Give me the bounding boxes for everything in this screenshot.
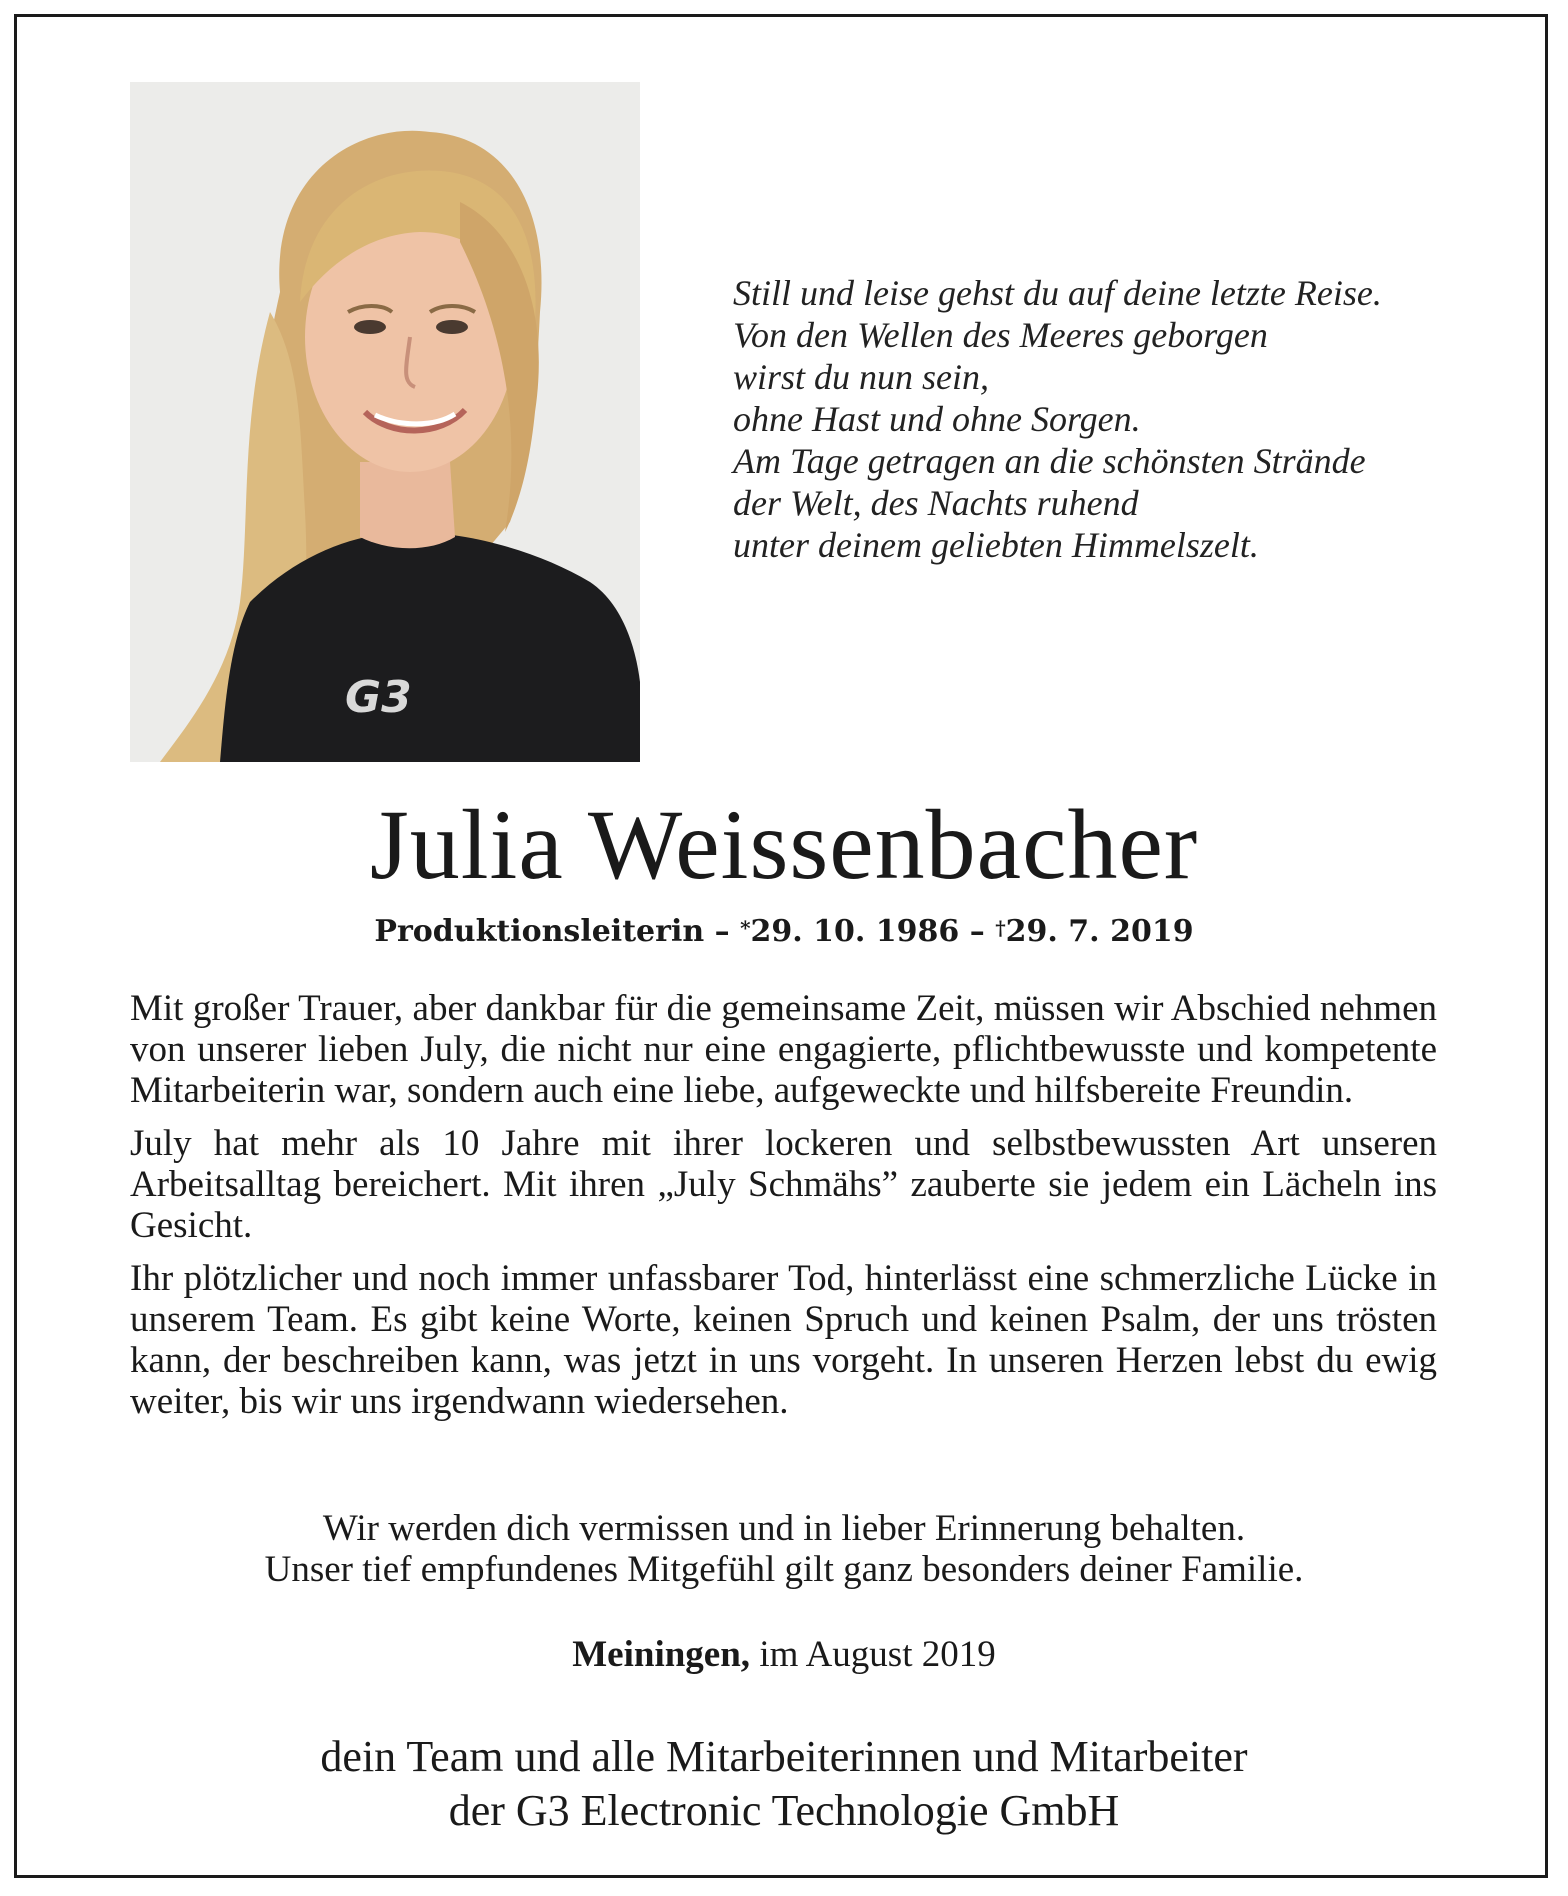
separator: –	[704, 914, 741, 949]
poem-line: Still und leise gehst du auf deine letzte Reise.	[733, 273, 1382, 313]
separator: –	[959, 914, 996, 949]
poem-line: der Welt, des Nachts ruhend	[733, 483, 1139, 523]
poem	[733, 272, 1493, 566]
paragraph: Ihr plötzlicher und noch immer unfassbarer Tod, hinterlässt eine schmerzliche Lücke in unserem Team. Es gibt keine Worte, keinen Spruch und keinen Psalm, der uns trösten kann, der beschreiben kann, was jetzt in uns vorgeht. In unseren Herzen lebst du ewig weiter, bis wir uns irgendwann wiedersehen.	[130, 1258, 1437, 1422]
death-symbol: †	[995, 916, 1006, 940]
poem-line: ohne Hast und ohne Sorgen.	[733, 399, 1141, 439]
role: Produktionsleiterin	[374, 914, 705, 949]
place-date: im August 2019	[750, 1634, 996, 1675]
signature-line: der G3 Electronic Technologie GmbH	[448, 1786, 1120, 1835]
closing-line: Unser tief empfundenes Mitgefühl gilt ganz besonders deiner Familie.	[264, 1549, 1304, 1590]
signature	[0, 1730, 1568, 1838]
closing-line: Wir werden dich vermissen und in lieber Erinnerung behalten.	[322, 1508, 1246, 1549]
portrait-illustration	[130, 82, 640, 762]
birth-date: 29. 10. 1986	[750, 914, 960, 949]
poem-line: Am Tage getragen an die schönsten Strände	[733, 441, 1366, 481]
logo-text: G3	[345, 672, 412, 723]
deceased-name: Julia Weissenbacher	[369, 789, 1199, 900]
poem-line: wirst du nun sein,	[733, 357, 990, 397]
place-and-date	[0, 1634, 1568, 1675]
place-city: Meiningen,	[572, 1634, 751, 1675]
poem-line: Von den Wellen des Meeres geborgen	[733, 315, 1268, 355]
birth-symbol: *	[740, 916, 751, 940]
obituary-text	[130, 988, 1437, 1434]
paragraph: July hat mehr als 10 Jahre mit ihrer lockeren und selbstbewussten Art unseren Arbeitsalltag bereichert. Mit ihren „July Schmähs” zauberte sie jedem ein Lächeln ins Gesicht.	[130, 1123, 1437, 1246]
closing-words	[0, 1508, 1568, 1590]
signature-line: dein Team und alle Mitarbeiterinnen und Mitarbeiter	[320, 1732, 1248, 1781]
death-date: 29. 7. 2019	[1005, 914, 1194, 949]
poem-line: unter deinem geliebten Himmelszelt.	[733, 525, 1259, 565]
role-and-dates	[0, 912, 1568, 952]
portrait-photo	[130, 82, 640, 762]
paragraph: Mit großer Trauer, aber dankbar für die gemeinsame Zeit, müssen wir Abschied nehmen von unserer lieben July, die nicht nur eine engagierte, pflichtbewusste und kompetente Mitarbeiterin war, sondern auch eine liebe, aufgeweckte und hilfsbereite Freundin.	[130, 988, 1437, 1111]
